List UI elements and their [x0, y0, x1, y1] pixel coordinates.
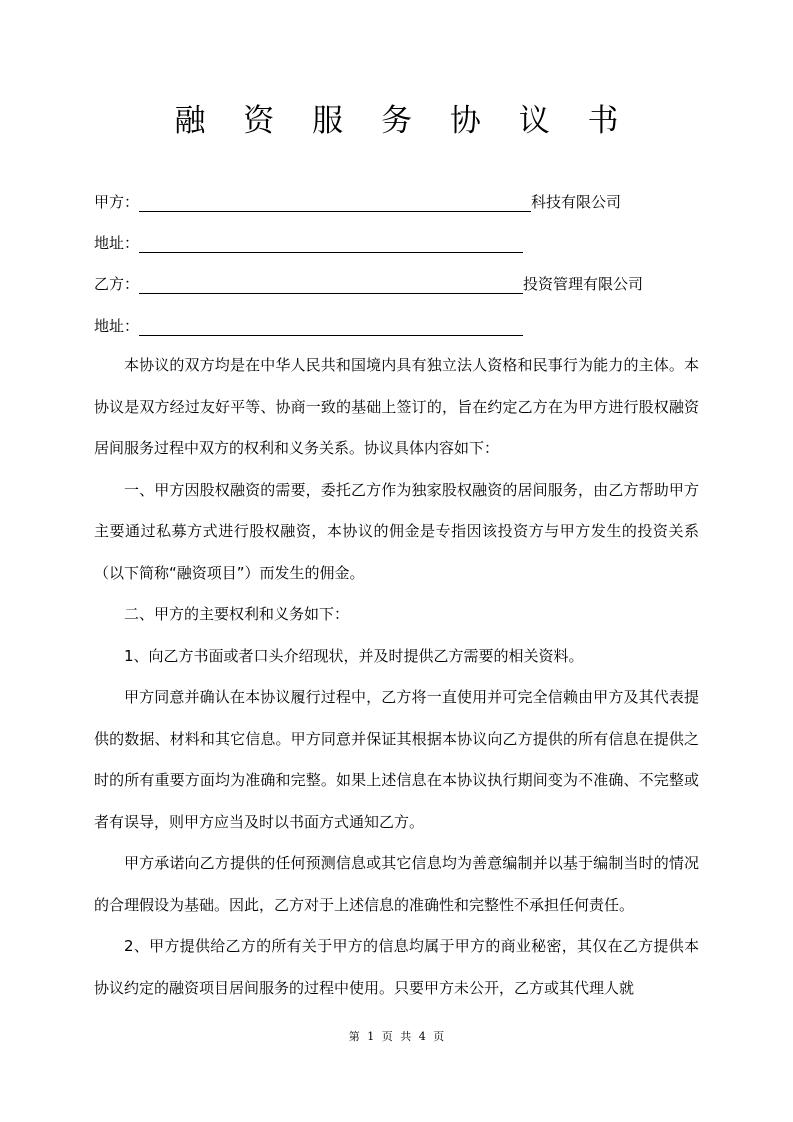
party-b-address-label: 地址： [94, 317, 140, 335]
page-number-footer: 第 1 页 共 4 页 [348, 1030, 445, 1043]
party-a-suffix: 科技有限公司 [531, 193, 622, 211]
document-title: 融 资 服 务 协 议 书 [174, 103, 633, 139]
paragraph-clause-1: 一、甲方因股权融资的需要，委托乙方作为独家股权融资的居间服务，由乙方帮助甲方主要通过私募方式进行股权融资，本协议的佣金是专指因该投资方与甲方发生的投资关系（以下简称“融资项目”）而发生的佣金。 [94, 480, 699, 582]
paragraph-clause-2-item-1: 1、向乙方书面或者口头介绍现状，并及时提供乙方需要的相关资料。 [124, 646, 584, 665]
party-b-blank-field[interactable] [139, 275, 523, 294]
party-a-line [94, 188, 621, 212]
party-b-address-blank-field[interactable] [139, 317, 523, 336]
party-b-suffix: 投资管理有限公司 [523, 275, 644, 293]
paragraph-forecast-info: 甲方承诺向乙方提供的任何预测信息或其它信息均为善意编制并以基于编制当时的情况的合理假设为基础。因此，乙方对于上述信息的准确性和完整性不承担任何责任。 [94, 854, 699, 914]
party-a-label: 甲方： [94, 193, 140, 211]
party-b-address-line [94, 312, 523, 336]
paragraph-clause-2-item-2: 2、甲方提供给乙方的所有关于甲方的信息均属于甲方的商业秘密，其仅在乙方提供本协议约定的融资项目居间服务的过程中使用。只要甲方未公开，乙方或其代理人就 [94, 937, 699, 997]
party-b-line [94, 270, 643, 294]
party-a-address-blank-field[interactable] [139, 234, 523, 253]
party-a-address-line [94, 229, 523, 253]
agreement-body [94, 345, 699, 1009]
paragraph-data-reliance: 甲方同意并确认在本协议履行过程中，乙方将一直使用并可完全信赖由甲方及其代表提供的数据、材料和其它信息。甲方同意并保证其根据本协议向乙方提供的所有信息在提供之时的所有重要方面均为准确和完整。如果上述信息在本协议执行期间变为不准确、不完整或者有误导，则甲方应当及时以书面方式通知乙方。 [94, 688, 699, 831]
paragraph-clause-2-heading: 二、甲方的主要权利和义务如下： [124, 605, 350, 623]
party-a-address-label: 地址： [94, 234, 140, 252]
party-a-blank-field[interactable] [139, 193, 531, 212]
party-b-label: 乙方： [94, 275, 140, 293]
paragraph-intro: 本协议的双方均是在中华人民共和国境内具有独立法人资格和民事行为能力的主体。本协议是双方经过友好平等、协商一致的基础上签订的，旨在约定乙方在为甲方进行股权融资居间服务过程中双方的权利和义务关系。协议具体内容如下： [94, 356, 699, 457]
